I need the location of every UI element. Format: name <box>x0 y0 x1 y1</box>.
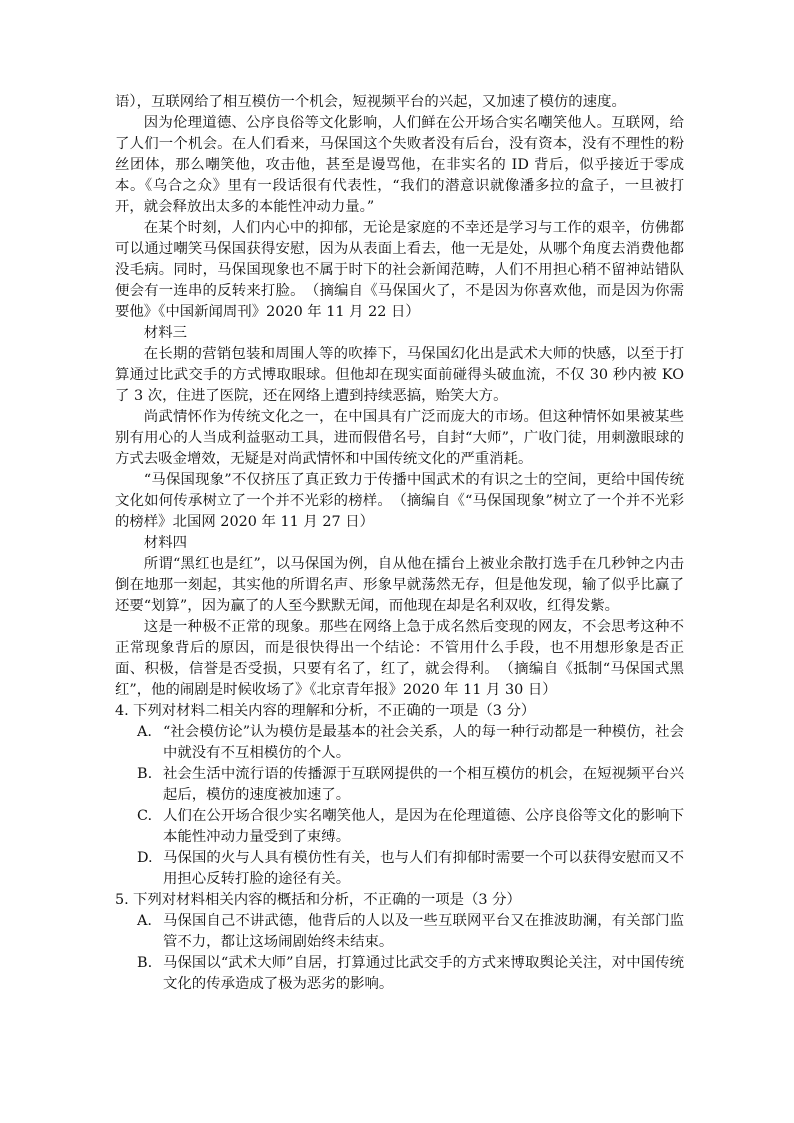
option-text: 人们在公开场合很少实名嘲笑他人，是因为在伦理道德、公序良俗等文化的影响下本能性冲动力量受到了束缚。 <box>163 808 684 845</box>
question-5-number: 5. <box>115 892 129 908</box>
option-letter: B. <box>137 955 153 971</box>
option-text: 马保国自己不讲武德，他背后的人以及一些互联网平台又在推波助澜，有关部门监管不力，都让这场闹剧始终未结束。 <box>163 913 684 950</box>
paragraph-marketing: 在长期的营销包装和周围人等的吹捧下，马保国幻化出是武术大师的快感，以至于打算通过比武交手的方式博取眼球。但他却在现实面前碰得头破血流，不仅 30 秒内被 KO 了 3 次，住进了医院，还在网络上遭到持续恶搞，贻笑大方。 <box>115 346 684 404</box>
option-letter: B. <box>137 766 153 782</box>
option-text: 马保国以“武术大师”自居，打算通过比武交手的方式来博取舆论关注，对中国传统文化的传承造成了极为恶劣的影响。 <box>163 955 684 992</box>
question-5-text: 下列对材料相关内容的概括和分析，不正确的一项是（3 分） <box>133 892 521 908</box>
paragraph-martial-spirit: 尚武情怀作为传统文化之一，在中国具有广泛而庞大的市场。但这种情怀如果被某些别有用心的人当成利益驱动工具，进而假借名号，自封“大师”，广收门徒，用刺激眼球的方式去吸金增效，无疑是对尚武情怀和中国传统文化的严重消耗。 <box>115 409 684 467</box>
paragraph-abnormal: 这是一种极不正常的现象。那些在网络上急于成名然后变现的网友，不会思考这种不正常现象背后的原因，而是很快得出一个结论：不管用什么手段，也不用想形象是否正面、积极，信誉是否受损，只要有名了，红了，就会得利。 （摘编自《抵制“马保国式黑红”，他的闹剧是时候收场了》《北京青年报》2020 年 11 月 30 日） <box>115 619 684 698</box>
option-letter: C. <box>137 808 153 824</box>
paragraph-black-red: 所谓“黑红也是红”，以马保国为例，自从他在擂台上被业余散打选手在几秒钟之内击倒在地那一刻起，其实他的所谓名声、形象早就荡然无存，但是他发现，输了似乎比赢了还要“划算”，因为赢了的人至今默默无闻，而他现在却是名利双收，红得发紫。 <box>115 556 684 614</box>
heading-material-4: 材料四 <box>143 535 187 551</box>
paragraph-phenomenon: “马保国现象”不仅挤压了真正致力于传播中国武术的有识之士的空间，更给中国传统文化如何传承树立了一个并不光彩的榜样。 （摘编自《“马保国现象”树立了一个并不光彩的榜样》北国网 2020 年 11 月 27 日） <box>115 472 684 530</box>
question-4-stem <box>115 701 684 722</box>
question-4-option-c <box>115 806 684 848</box>
option-text: “社会模仿论”认为模仿是最基本的社会关系，人的每一种行动都是一种模仿，社会中就没有不互相模仿的个人。 <box>163 724 684 761</box>
question-5-option-a <box>115 911 684 953</box>
option-letter: A. <box>137 913 152 929</box>
option-letter: D. <box>137 850 153 866</box>
question-4-option-b <box>115 764 684 806</box>
heading-material-3: 材料三 <box>143 325 187 341</box>
question-5-stem <box>115 890 684 911</box>
paragraph-ethics: 因为伦理道德、公序良俗等文化影响，人们鲜在公开场合实名嘲笑他人。互联网，给了人们一个机会。在人们看来，马保国这个失败者没有后台，没有资本，没有不理性的粉丝团体，那么嘲笑他，攻击他，甚至是谩骂他，在非实名的 ID 背后，似乎接近于零成本。《乌合之众》里有一段话很有代表性，“我们的潜意识就像潘多拉的盒子，一旦被打开，就会释放出太多的本能性冲动力量。” <box>115 115 684 215</box>
option-text: 马保国的火与人具有模仿性有关，也与人们有抑郁时需要一个可以获得安慰而又不用担心反转打脸的途径有关。 <box>163 850 684 887</box>
question-4-number: 4. <box>115 703 129 719</box>
question-4-option-d <box>115 848 684 890</box>
option-text: 社会生活中流行语的传播源于互联网提供的一个相互模仿的机会，在短视频平台兴起后，模仿的速度被加速了。 <box>163 766 684 803</box>
paragraph-depression: 在某个时刻，人们内心中的抑郁，无论是家庭的不幸还是学习与工作的艰辛，仿佛都可以通过嘲笑马保国获得安慰，因为从表面上看去，他一无是处，从哪个角度去消费他都没毛病。同时，马保国现象也不属于时下的社会新闻范畴，人们不用担心稍不留神站错队便会有一连串的反转来打脸。 （摘编自《马保国火了，不是因为你喜欢他，而是因为你需要他》《中国新闻周刊》2020 年 11 月 22 日） <box>115 220 684 320</box>
question-4-option-a <box>115 722 684 764</box>
option-letter: A. <box>137 724 152 740</box>
question-5-option-b <box>115 953 684 995</box>
paragraph-continuation: 语），互联网给了相互模仿一个机会，短视频平台的兴起，又加速了模仿的速度。 <box>115 94 626 110</box>
question-4-text: 下列对材料二相关内容的理解和分析，不正确的一项是（3 分） <box>133 703 536 719</box>
